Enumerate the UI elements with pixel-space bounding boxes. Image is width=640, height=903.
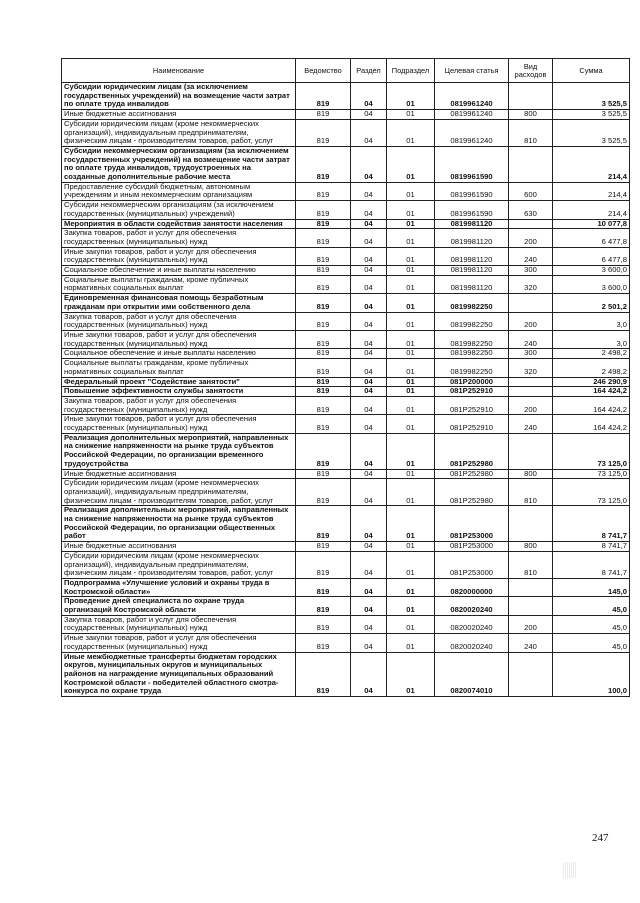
- table-row: [62, 433, 630, 469]
- cell-target: 0820020240: [435, 634, 509, 652]
- table-row: [62, 110, 630, 120]
- table-row: [62, 634, 630, 652]
- cell-sum: 8 741,7: [553, 542, 630, 552]
- cell-target: 081P200000: [435, 377, 509, 387]
- cell-dept: 819: [296, 578, 351, 596]
- header-type: Вид расходов: [509, 59, 553, 83]
- cell-target: 0819961240: [435, 119, 509, 146]
- cell-section: 04: [351, 247, 387, 265]
- cell-sum: 8 741,7: [553, 551, 630, 578]
- cell-dept: 819: [296, 396, 351, 414]
- cell-target: 0820074010: [435, 652, 509, 697]
- cell-section: 04: [351, 312, 387, 330]
- cell-type: [509, 578, 553, 596]
- cell-section: 04: [351, 83, 387, 110]
- cell-section: 04: [351, 652, 387, 697]
- cell-type: 240: [509, 634, 553, 652]
- cell-subsection: 01: [387, 219, 435, 229]
- cell-subsection: 01: [387, 330, 435, 348]
- cell-sum: 2 498,2: [553, 349, 630, 359]
- cell-target: 0819981120: [435, 219, 509, 229]
- cell-target: 0819982250: [435, 294, 509, 312]
- cell-sum: 8 741,7: [553, 506, 630, 542]
- table-row: [62, 506, 630, 542]
- table-row: [62, 479, 630, 506]
- cell-name: Предоставление субсидий бюджетным, автономным учреждениям и иным некоммерческим организациям: [62, 182, 296, 200]
- cell-sum: 73 125,0: [553, 479, 630, 506]
- cell-name: Субсидии юридическим лицам (кроме некоммерческих организаций), индивидуальным предпринимателям, физическим лицам - производителям товаров, работ, услуг: [62, 479, 296, 506]
- cell-name: Иные закупки товаров, работ и услуг для обеспечения государственных (муниципальных) нужд: [62, 634, 296, 652]
- cell-dept: 819: [296, 219, 351, 229]
- cell-type: 240: [509, 415, 553, 433]
- cell-name: Мероприятия в области содействия занятости населения: [62, 219, 296, 229]
- cell-sum: 164 424,2: [553, 396, 630, 414]
- table-row: [62, 396, 630, 414]
- cell-subsection: 01: [387, 146, 435, 182]
- cell-type: 800: [509, 110, 553, 120]
- cell-sum: 3 525,5: [553, 119, 630, 146]
- cell-dept: 819: [296, 359, 351, 377]
- cell-type: 800: [509, 469, 553, 479]
- cell-dept: 819: [296, 182, 351, 200]
- cell-subsection: 01: [387, 469, 435, 479]
- cell-name: Федеральный проект "Содействие занятости": [62, 377, 296, 387]
- cell-dept: 819: [296, 83, 351, 110]
- table-row: [62, 266, 630, 276]
- cell-dept: 819: [296, 415, 351, 433]
- cell-dept: 819: [296, 146, 351, 182]
- cell-sum: 45,0: [553, 615, 630, 633]
- cell-section: 04: [351, 146, 387, 182]
- cell-name: Иные межбюджетные трансферты бюджетам городских округов, муниципальных округов и муниципальных районов на награждение муниципальных образований Костромской области - победителей областного смотра-конкурса по охране труда: [62, 652, 296, 697]
- cell-subsection: 01: [387, 415, 435, 433]
- cell-name: Закупка товаров, работ и услуг для обеспечения государственных (муниципальных) нужд: [62, 396, 296, 414]
- cell-type: 320: [509, 359, 553, 377]
- cell-name: Субсидии некоммерческим организациям (за исключением государственных (муниципальных) учреждений): [62, 201, 296, 219]
- cell-name: Реализация дополнительных мероприятий, направленных на снижение напряженности на рынке труда субъектов Российской Федерации, по организации общественных работ: [62, 506, 296, 542]
- cell-name: Социальные выплаты гражданам, кроме публичных нормативных социальных выплат: [62, 275, 296, 293]
- cell-section: 04: [351, 275, 387, 293]
- cell-type: 200: [509, 615, 553, 633]
- cell-sum: 3 525,5: [553, 110, 630, 120]
- cell-type: 810: [509, 119, 553, 146]
- table-row: [62, 229, 630, 247]
- cell-section: 04: [351, 542, 387, 552]
- cell-name: Субсидии юридическим лицам (за исключением государственных учреждений) на возмещение части затрат по оплате труда инвалидов: [62, 83, 296, 110]
- cell-subsection: 01: [387, 312, 435, 330]
- cell-target: 081P252910: [435, 396, 509, 414]
- cell-subsection: 01: [387, 542, 435, 552]
- cell-section: 04: [351, 359, 387, 377]
- table-row: [62, 542, 630, 552]
- cell-subsection: 01: [387, 479, 435, 506]
- cell-section: 04: [351, 330, 387, 348]
- cell-sum: 164 424,2: [553, 415, 630, 433]
- cell-section: 04: [351, 266, 387, 276]
- cell-target: 0819982250: [435, 330, 509, 348]
- cell-name: Социальные выплаты гражданам, кроме публичных нормативных социальных выплат: [62, 359, 296, 377]
- cell-dept: 819: [296, 479, 351, 506]
- cell-target: 081P252980: [435, 433, 509, 469]
- cell-section: 04: [351, 433, 387, 469]
- scan-mark: [563, 862, 577, 878]
- cell-sum: 73 125,0: [553, 469, 630, 479]
- cell-type: [509, 506, 553, 542]
- cell-type: [509, 387, 553, 397]
- cell-dept: 819: [296, 312, 351, 330]
- cell-name: Иные бюджетные ассигнования: [62, 110, 296, 120]
- cell-target: 081P252910: [435, 415, 509, 433]
- cell-dept: 819: [296, 294, 351, 312]
- header-section: Раздел: [351, 59, 387, 83]
- cell-name: Иные закупки товаров, работ и услуг для обеспечения государственных (муниципальных) нужд: [62, 330, 296, 348]
- cell-target: 081P253000: [435, 506, 509, 542]
- cell-subsection: 01: [387, 247, 435, 265]
- cell-dept: 819: [296, 119, 351, 146]
- cell-section: 04: [351, 182, 387, 200]
- cell-name: Субсидии некоммерческим организациям (за исключением государственных учреждений) на возмещение части затрат по оплате труда инвалидов, трудоустроенных на созданные дополнительные рабочие места: [62, 146, 296, 182]
- cell-dept: 819: [296, 387, 351, 397]
- cell-target: 081P252910: [435, 387, 509, 397]
- cell-dept: 819: [296, 377, 351, 387]
- cell-type: [509, 83, 553, 110]
- cell-name: Закупка товаров, работ и услуг для обеспечения государственных (муниципальных) нужд: [62, 615, 296, 633]
- cell-target: 0819981120: [435, 229, 509, 247]
- cell-sum: 3,0: [553, 330, 630, 348]
- cell-subsection: 01: [387, 652, 435, 697]
- cell-subsection: 01: [387, 275, 435, 293]
- cell-type: [509, 597, 553, 615]
- cell-subsection: 01: [387, 201, 435, 219]
- cell-type: 800: [509, 542, 553, 552]
- cell-section: 04: [351, 578, 387, 596]
- cell-section: 04: [351, 615, 387, 633]
- cell-name: Иные закупки товаров, работ и услуг для обеспечения государственных (муниципальных) нужд: [62, 415, 296, 433]
- cell-type: 200: [509, 229, 553, 247]
- cell-type: [509, 377, 553, 387]
- cell-type: 320: [509, 275, 553, 293]
- cell-subsection: 01: [387, 615, 435, 633]
- cell-sum: 3 600,0: [553, 275, 630, 293]
- cell-section: 04: [351, 294, 387, 312]
- cell-dept: 819: [296, 247, 351, 265]
- table-body: [62, 83, 630, 697]
- cell-section: 04: [351, 396, 387, 414]
- header-subsection: Подраздел: [387, 59, 435, 83]
- table-row: [62, 119, 630, 146]
- cell-target: 0819961590: [435, 201, 509, 219]
- cell-target: 0819961240: [435, 110, 509, 120]
- cell-subsection: 01: [387, 377, 435, 387]
- cell-type: 300: [509, 266, 553, 276]
- cell-subsection: 01: [387, 182, 435, 200]
- cell-name: Подпрограмма «Улучшение условий и охраны труда в Костромской области»: [62, 578, 296, 596]
- cell-sum: 3,0: [553, 312, 630, 330]
- cell-target: 0819981120: [435, 247, 509, 265]
- table-row: [62, 578, 630, 596]
- cell-target: 0819961590: [435, 146, 509, 182]
- cell-name: Проведение дней специалиста по охране труда организаций Костромской области: [62, 597, 296, 615]
- header-name: Наименование: [62, 59, 296, 83]
- cell-target: 081P253000: [435, 542, 509, 552]
- cell-sum: 100,0: [553, 652, 630, 697]
- table-row: [62, 551, 630, 578]
- cell-sum: 214,4: [553, 146, 630, 182]
- table-row: [62, 201, 630, 219]
- cell-subsection: 01: [387, 359, 435, 377]
- cell-section: 04: [351, 551, 387, 578]
- cell-section: 04: [351, 597, 387, 615]
- cell-dept: 819: [296, 551, 351, 578]
- cell-name: Субсидии юридическим лицам (кроме некоммерческих организаций), индивидуальным предпринимателям, физическим лицам - производителям товаров, работ, услуг: [62, 551, 296, 578]
- cell-name: Закупка товаров, работ и услуг для обеспечения государственных (муниципальных) нужд: [62, 312, 296, 330]
- cell-target: 081P252980: [435, 479, 509, 506]
- cell-section: 04: [351, 349, 387, 359]
- cell-name: Иные бюджетные ассигнования: [62, 469, 296, 479]
- cell-name: Иные закупки товаров, работ и услуг для обеспечения государственных (муниципальных) нужд: [62, 247, 296, 265]
- cell-type: [509, 219, 553, 229]
- cell-sum: 214,4: [553, 182, 630, 200]
- table-row: [62, 312, 630, 330]
- cell-sum: 45,0: [553, 597, 630, 615]
- cell-type: 240: [509, 247, 553, 265]
- cell-target: 0819961590: [435, 182, 509, 200]
- cell-subsection: 01: [387, 349, 435, 359]
- cell-sum: 73 125,0: [553, 433, 630, 469]
- cell-dept: 819: [296, 506, 351, 542]
- cell-section: 04: [351, 219, 387, 229]
- cell-type: 240: [509, 330, 553, 348]
- cell-sum: 2 501,2: [553, 294, 630, 312]
- cell-section: 04: [351, 110, 387, 120]
- cell-type: 200: [509, 312, 553, 330]
- cell-subsection: 01: [387, 506, 435, 542]
- cell-target: 081P253000: [435, 551, 509, 578]
- budget-table: [61, 58, 630, 697]
- cell-name: Социальное обеспечение и иные выплаты населению: [62, 266, 296, 276]
- page-number: 247: [592, 832, 609, 844]
- cell-sum: 2 498,2: [553, 359, 630, 377]
- cell-subsection: 01: [387, 266, 435, 276]
- cell-name: Повышение эффективности службы занятости: [62, 387, 296, 397]
- header-sum: Сумма: [553, 59, 630, 83]
- table-row: [62, 294, 630, 312]
- cell-dept: 819: [296, 542, 351, 552]
- cell-section: 04: [351, 201, 387, 219]
- cell-dept: 819: [296, 652, 351, 697]
- cell-subsection: 01: [387, 387, 435, 397]
- cell-section: 04: [351, 469, 387, 479]
- cell-dept: 819: [296, 275, 351, 293]
- cell-subsection: 01: [387, 110, 435, 120]
- cell-subsection: 01: [387, 83, 435, 110]
- cell-dept: 819: [296, 229, 351, 247]
- cell-dept: 819: [296, 266, 351, 276]
- cell-section: 04: [351, 119, 387, 146]
- cell-dept: 819: [296, 433, 351, 469]
- cell-type: 630: [509, 201, 553, 219]
- cell-type: 810: [509, 551, 553, 578]
- table-row: [62, 359, 630, 377]
- table-row: [62, 83, 630, 110]
- cell-section: 04: [351, 415, 387, 433]
- cell-target: 0820020240: [435, 615, 509, 633]
- cell-sum: 214,4: [553, 201, 630, 219]
- cell-name: Социальное обеспечение и иные выплаты населению: [62, 349, 296, 359]
- cell-sum: 10 077,8: [553, 219, 630, 229]
- cell-subsection: 01: [387, 578, 435, 596]
- cell-section: 04: [351, 387, 387, 397]
- table-row: [62, 146, 630, 182]
- cell-subsection: 01: [387, 551, 435, 578]
- cell-sum: 6 477,8: [553, 247, 630, 265]
- cell-type: 600: [509, 182, 553, 200]
- table-row: [62, 597, 630, 615]
- cell-type: [509, 652, 553, 697]
- header-target: Целевая статья: [435, 59, 509, 83]
- cell-target: 0819981120: [435, 275, 509, 293]
- table-row: [62, 275, 630, 293]
- table-row: [62, 652, 630, 697]
- cell-type: 200: [509, 396, 553, 414]
- cell-target: 0820000000: [435, 578, 509, 596]
- cell-type: 300: [509, 349, 553, 359]
- cell-target: 0819961240: [435, 83, 509, 110]
- cell-section: 04: [351, 377, 387, 387]
- cell-section: 04: [351, 634, 387, 652]
- cell-dept: 819: [296, 110, 351, 120]
- table-row: [62, 387, 630, 397]
- cell-sum: 3 525,5: [553, 83, 630, 110]
- cell-target: 0819981120: [435, 266, 509, 276]
- header-dept: Ведомство: [296, 59, 351, 83]
- cell-type: [509, 433, 553, 469]
- table-row: [62, 182, 630, 200]
- cell-name: Иные бюджетные ассигнования: [62, 542, 296, 552]
- cell-dept: 819: [296, 597, 351, 615]
- table-row: [62, 615, 630, 633]
- cell-target: 081P252980: [435, 469, 509, 479]
- cell-target: 0819982250: [435, 349, 509, 359]
- cell-name: Реализация дополнительных мероприятий, направленных на снижение напряженности на рынке труда субъектов Российской Федерации, по организации временного трудоустройства: [62, 433, 296, 469]
- cell-subsection: 01: [387, 597, 435, 615]
- cell-subsection: 01: [387, 229, 435, 247]
- cell-subsection: 01: [387, 634, 435, 652]
- cell-section: 04: [351, 506, 387, 542]
- cell-target: 0819982250: [435, 312, 509, 330]
- table-row: [62, 415, 630, 433]
- table-header: [62, 59, 630, 83]
- cell-sum: 246 290,9: [553, 377, 630, 387]
- cell-sum: 3 600,0: [553, 266, 630, 276]
- cell-dept: 819: [296, 634, 351, 652]
- cell-subsection: 01: [387, 433, 435, 469]
- cell-type: 810: [509, 479, 553, 506]
- budget-table-sheet: [61, 58, 629, 697]
- cell-dept: 819: [296, 469, 351, 479]
- cell-name: Субсидии юридическим лицам (кроме некоммерческих организаций), индивидуальным предпринимателям, физическим лицам - производителям товаров, работ, услуг: [62, 119, 296, 146]
- cell-sum: 145,0: [553, 578, 630, 596]
- cell-sum: 6 477,8: [553, 229, 630, 247]
- cell-name: Закупка товаров, работ и услуг для обеспечения государственных (муниципальных) нужд: [62, 229, 296, 247]
- cell-dept: 819: [296, 330, 351, 348]
- table-row: [62, 247, 630, 265]
- cell-target: 0819982250: [435, 359, 509, 377]
- cell-section: 04: [351, 229, 387, 247]
- cell-sum: 164 424,2: [553, 387, 630, 397]
- cell-dept: 819: [296, 201, 351, 219]
- table-row: [62, 330, 630, 348]
- cell-dept: 819: [296, 615, 351, 633]
- cell-target: 0820020240: [435, 597, 509, 615]
- cell-subsection: 01: [387, 294, 435, 312]
- cell-name: Единовременная финансовая помощь безработным гражданам при открытии ими собственного дела: [62, 294, 296, 312]
- cell-subsection: 01: [387, 396, 435, 414]
- cell-type: [509, 294, 553, 312]
- cell-type: [509, 146, 553, 182]
- cell-subsection: 01: [387, 119, 435, 146]
- cell-dept: 819: [296, 349, 351, 359]
- cell-section: 04: [351, 479, 387, 506]
- cell-sum: 45,0: [553, 634, 630, 652]
